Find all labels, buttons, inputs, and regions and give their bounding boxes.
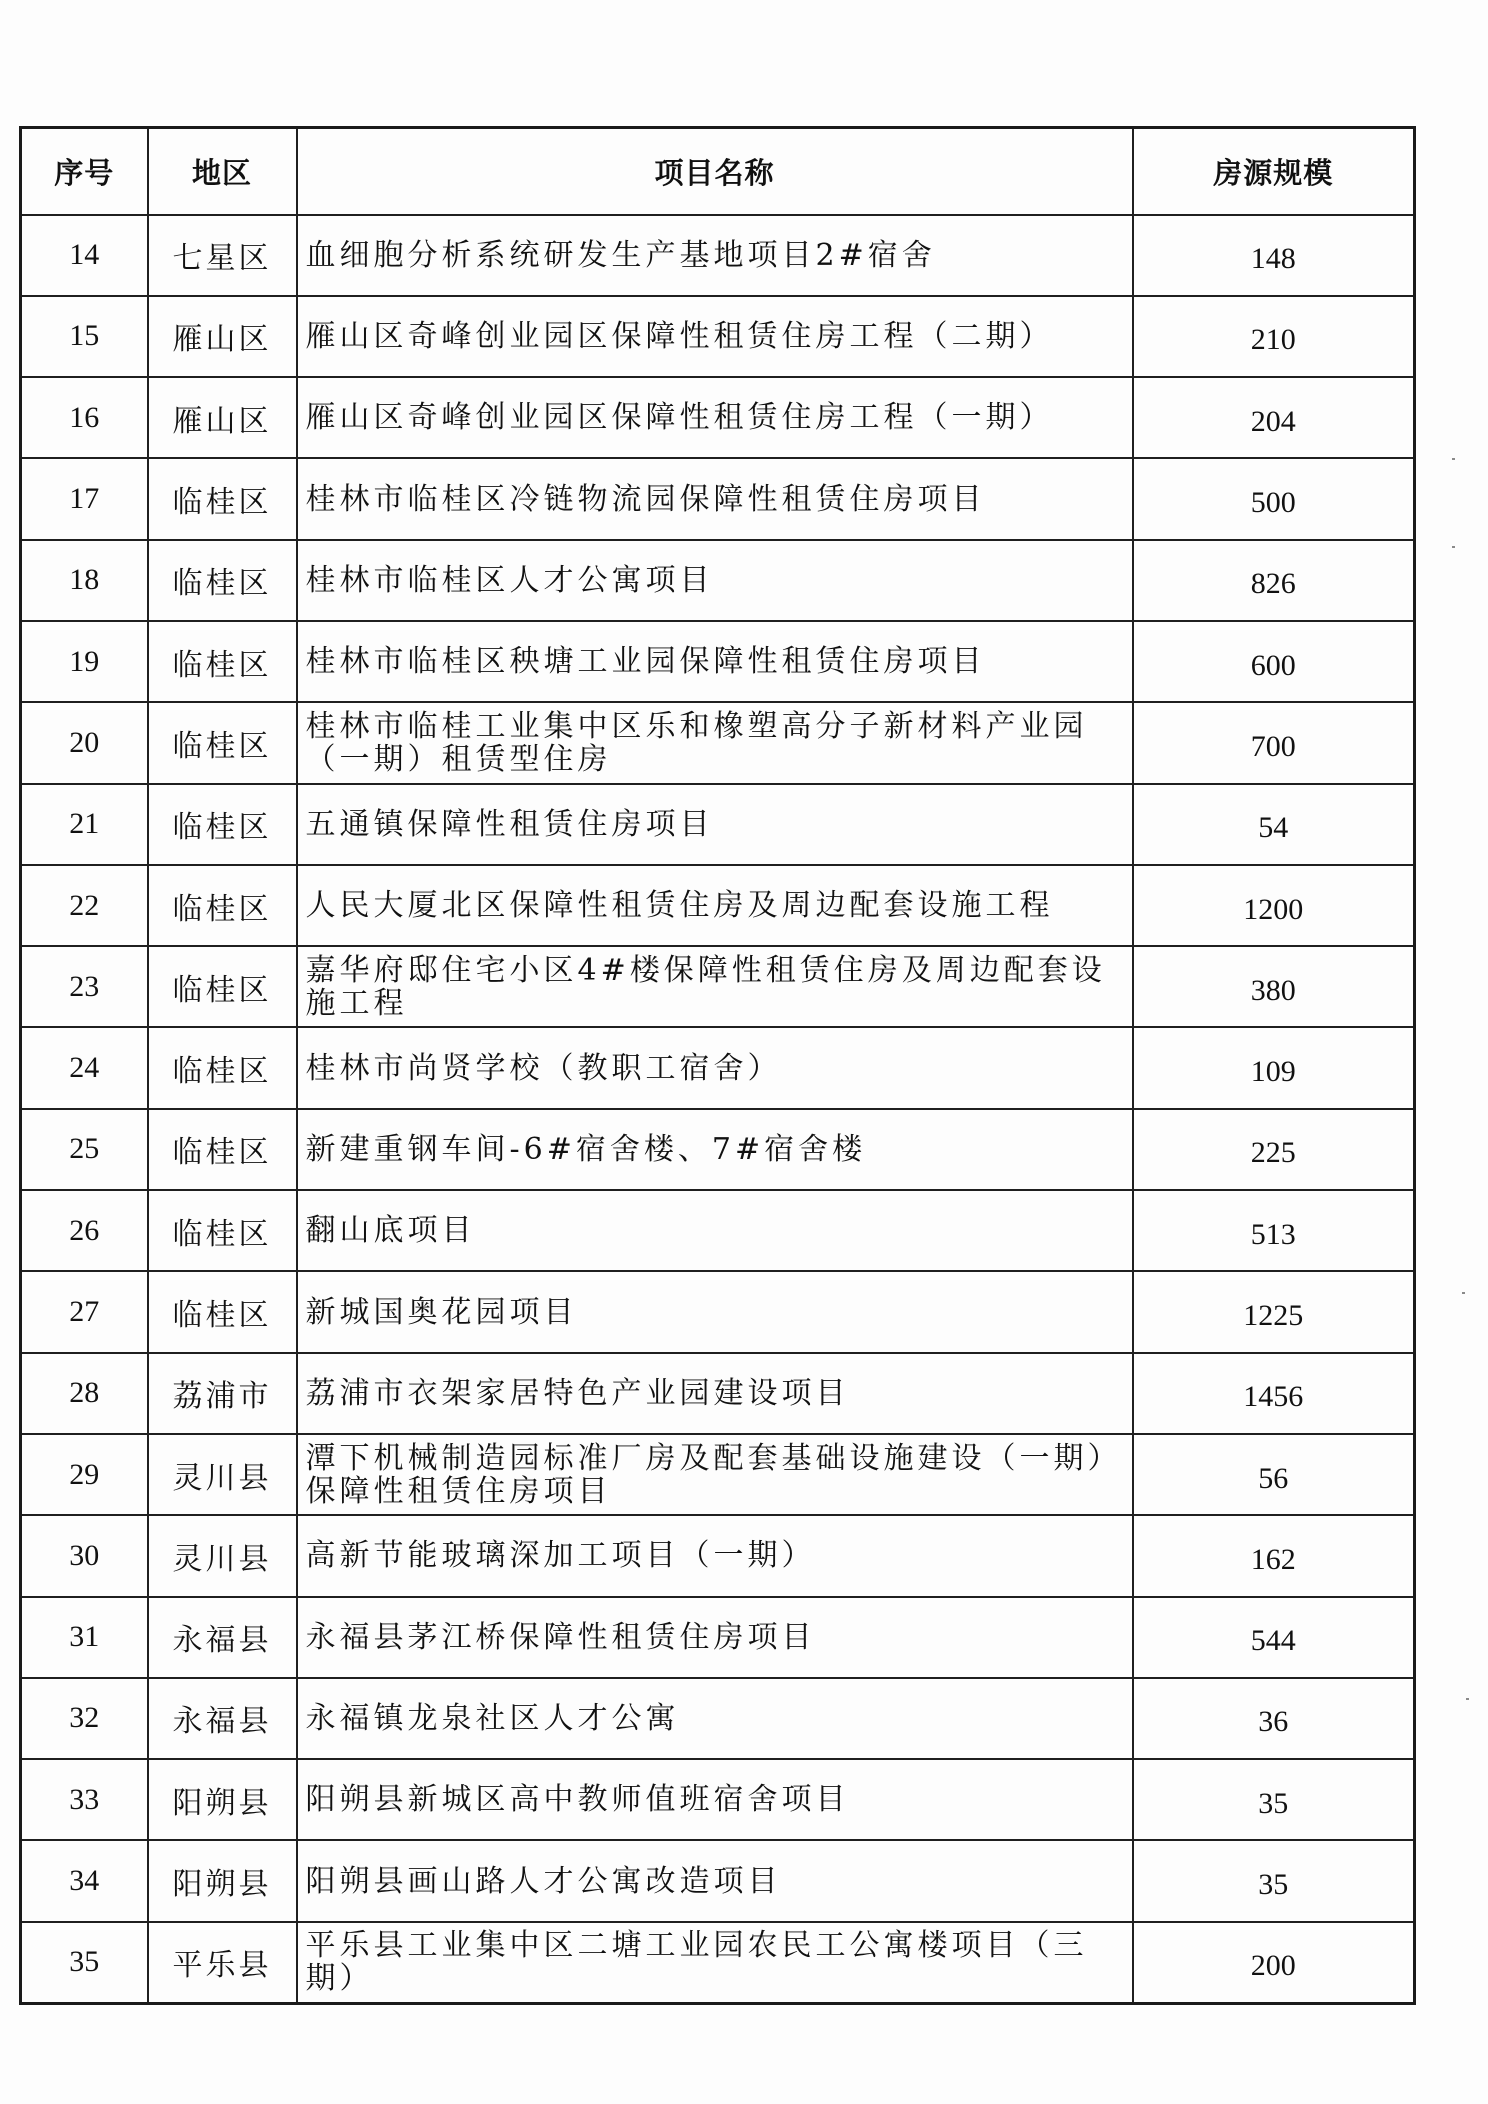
housing-projects-table xyxy=(19,126,1416,2005)
row-area: 临桂区 xyxy=(148,540,297,621)
row-number: 31 xyxy=(21,1597,148,1678)
row-area: 灵川县 xyxy=(148,1515,297,1596)
row-area: 灵川县 xyxy=(148,1434,297,1515)
row-number: 27 xyxy=(21,1271,148,1352)
row-area: 雁山区 xyxy=(148,377,297,458)
row-housing-size: 210 xyxy=(1133,296,1415,377)
row-area: 临桂区 xyxy=(148,1109,297,1190)
table-row xyxy=(21,1190,1415,1271)
row-number: 23 xyxy=(21,946,148,1027)
row-project-name: 平乐县工业集中区二塘工业园农民工公寓楼项目（三期） xyxy=(297,1922,1133,2003)
row-housing-size: 56 xyxy=(1133,1434,1415,1515)
table-row xyxy=(21,1922,1415,2003)
table-row xyxy=(21,702,1415,783)
row-project-name: 桂林市临桂区冷链物流园保障性租赁住房项目 xyxy=(297,458,1133,539)
row-number: 26 xyxy=(21,1190,148,1271)
row-project-name: 高新节能玻璃深加工项目（一期） xyxy=(297,1515,1133,1596)
row-project-name: 阳朔县画山路人才公寓改造项目 xyxy=(297,1840,1133,1921)
row-project-name: 永福县茅江桥保障性租赁住房项目 xyxy=(297,1597,1133,1678)
row-number: 18 xyxy=(21,540,148,621)
row-housing-size: 35 xyxy=(1133,1759,1415,1840)
row-area: 临桂区 xyxy=(148,1190,297,1271)
row-number: 22 xyxy=(21,865,148,946)
header-row xyxy=(21,128,1415,215)
row-area: 临桂区 xyxy=(148,702,297,783)
row-area: 永福县 xyxy=(148,1678,297,1759)
row-housing-size: 109 xyxy=(1133,1027,1415,1108)
row-project-name: 阳朔县新城区高中教师值班宿舍项目 xyxy=(297,1759,1133,1840)
row-project-name: 嘉华府邸住宅小区4#楼保障性租赁住房及周边配套设施工程 xyxy=(297,946,1133,1027)
row-number: 17 xyxy=(21,458,148,539)
row-project-name: 永福镇龙泉社区人才公寓 xyxy=(297,1678,1133,1759)
row-number: 32 xyxy=(21,1678,148,1759)
row-area: 临桂区 xyxy=(148,865,297,946)
scan-speck xyxy=(1452,546,1455,548)
row-area: 临桂区 xyxy=(148,1271,297,1352)
table-row xyxy=(21,1109,1415,1190)
row-project-name: 新城国奥花园项目 xyxy=(297,1271,1133,1352)
table-row xyxy=(21,621,1415,702)
table-row xyxy=(21,1840,1415,1921)
row-number: 14 xyxy=(21,215,148,296)
row-project-name: 新建重钢车间-6#宿舍楼、7#宿舍楼 xyxy=(297,1109,1133,1190)
row-housing-size: 1225 xyxy=(1133,1271,1415,1352)
header-size: 房源规模 xyxy=(1133,128,1415,215)
table-row xyxy=(21,1271,1415,1352)
table-row xyxy=(21,1597,1415,1678)
table-row xyxy=(21,946,1415,1027)
row-number: 19 xyxy=(21,621,148,702)
row-housing-size: 35 xyxy=(1133,1840,1415,1921)
row-number: 29 xyxy=(21,1434,148,1515)
row-housing-size: 513 xyxy=(1133,1190,1415,1271)
row-project-name: 血细胞分析系统研发生产基地项目2#宿舍 xyxy=(297,215,1133,296)
row-number: 24 xyxy=(21,1027,148,1108)
row-housing-size: 36 xyxy=(1133,1678,1415,1759)
row-area: 临桂区 xyxy=(148,621,297,702)
scan-speck xyxy=(1452,458,1455,460)
row-housing-size: 204 xyxy=(1133,377,1415,458)
table-row xyxy=(21,1434,1415,1515)
row-project-name: 人民大厦北区保障性租赁住房及周边配套设施工程 xyxy=(297,865,1133,946)
row-housing-size: 544 xyxy=(1133,1597,1415,1678)
table-body xyxy=(21,215,1415,2004)
header-area: 地区 xyxy=(148,128,297,215)
row-area: 临桂区 xyxy=(148,1027,297,1108)
row-number: 16 xyxy=(21,377,148,458)
table-row xyxy=(21,865,1415,946)
row-number: 21 xyxy=(21,784,148,865)
row-number: 28 xyxy=(21,1353,148,1434)
row-area: 七星区 xyxy=(148,215,297,296)
row-project-name: 桂林市临桂工业集中区乐和橡塑高分子新材料产业园（一期）租赁型住房 xyxy=(297,702,1133,783)
table-row xyxy=(21,540,1415,621)
row-area: 阳朔县 xyxy=(148,1840,297,1921)
row-project-name: 雁山区奇峰创业园区保障性租赁住房工程（一期） xyxy=(297,377,1133,458)
row-housing-size: 826 xyxy=(1133,540,1415,621)
table-row xyxy=(21,784,1415,865)
row-housing-size: 162 xyxy=(1133,1515,1415,1596)
row-housing-size: 700 xyxy=(1133,702,1415,783)
row-project-name: 桂林市尚贤学校（教职工宿舍） xyxy=(297,1027,1133,1108)
header-no: 序号 xyxy=(21,128,148,215)
table-header xyxy=(21,128,1415,215)
row-area: 临桂区 xyxy=(148,946,297,1027)
row-number: 15 xyxy=(21,296,148,377)
row-area: 雁山区 xyxy=(148,296,297,377)
row-area: 阳朔县 xyxy=(148,1759,297,1840)
row-number: 33 xyxy=(21,1759,148,1840)
table-row xyxy=(21,215,1415,296)
row-area: 平乐县 xyxy=(148,1922,297,2003)
row-project-name: 桂林市临桂区秧塘工业园保障性租赁住房项目 xyxy=(297,621,1133,702)
row-project-name: 桂林市临桂区人才公寓项目 xyxy=(297,540,1133,621)
row-housing-size: 54 xyxy=(1133,784,1415,865)
row-project-name: 潭下机械制造园标准厂房及配套基础设施建设（一期）保障性租赁住房项目 xyxy=(297,1434,1133,1515)
table-row xyxy=(21,1515,1415,1596)
row-housing-size: 225 xyxy=(1133,1109,1415,1190)
row-housing-size: 1200 xyxy=(1133,865,1415,946)
table-row xyxy=(21,377,1415,458)
row-area: 临桂区 xyxy=(148,458,297,539)
row-housing-size: 600 xyxy=(1133,621,1415,702)
scan-speck xyxy=(1466,1698,1469,1700)
row-area: 永福县 xyxy=(148,1597,297,1678)
table-row xyxy=(21,1027,1415,1108)
table-row xyxy=(21,1353,1415,1434)
row-housing-size: 500 xyxy=(1133,458,1415,539)
scan-speck xyxy=(1462,1292,1465,1294)
row-project-name: 翻山底项目 xyxy=(297,1190,1133,1271)
table-row xyxy=(21,458,1415,539)
header-name: 项目名称 xyxy=(297,128,1133,215)
row-number: 34 xyxy=(21,1840,148,1921)
table-row xyxy=(21,1678,1415,1759)
row-housing-size: 1456 xyxy=(1133,1353,1415,1434)
table-row xyxy=(21,1759,1415,1840)
row-area: 临桂区 xyxy=(148,784,297,865)
row-number: 30 xyxy=(21,1515,148,1596)
row-number: 20 xyxy=(21,702,148,783)
row-housing-size: 148 xyxy=(1133,215,1415,296)
row-project-name: 荔浦市衣架家居特色产业园建设项目 xyxy=(297,1353,1133,1434)
row-number: 35 xyxy=(21,1922,148,2003)
row-number: 25 xyxy=(21,1109,148,1190)
row-area: 荔浦市 xyxy=(148,1353,297,1434)
row-project-name: 五通镇保障性租赁住房项目 xyxy=(297,784,1133,865)
table-row xyxy=(21,296,1415,377)
row-housing-size: 380 xyxy=(1133,946,1415,1027)
row-project-name: 雁山区奇峰创业园区保障性租赁住房工程（二期） xyxy=(297,296,1133,377)
row-housing-size: 200 xyxy=(1133,1922,1415,2003)
